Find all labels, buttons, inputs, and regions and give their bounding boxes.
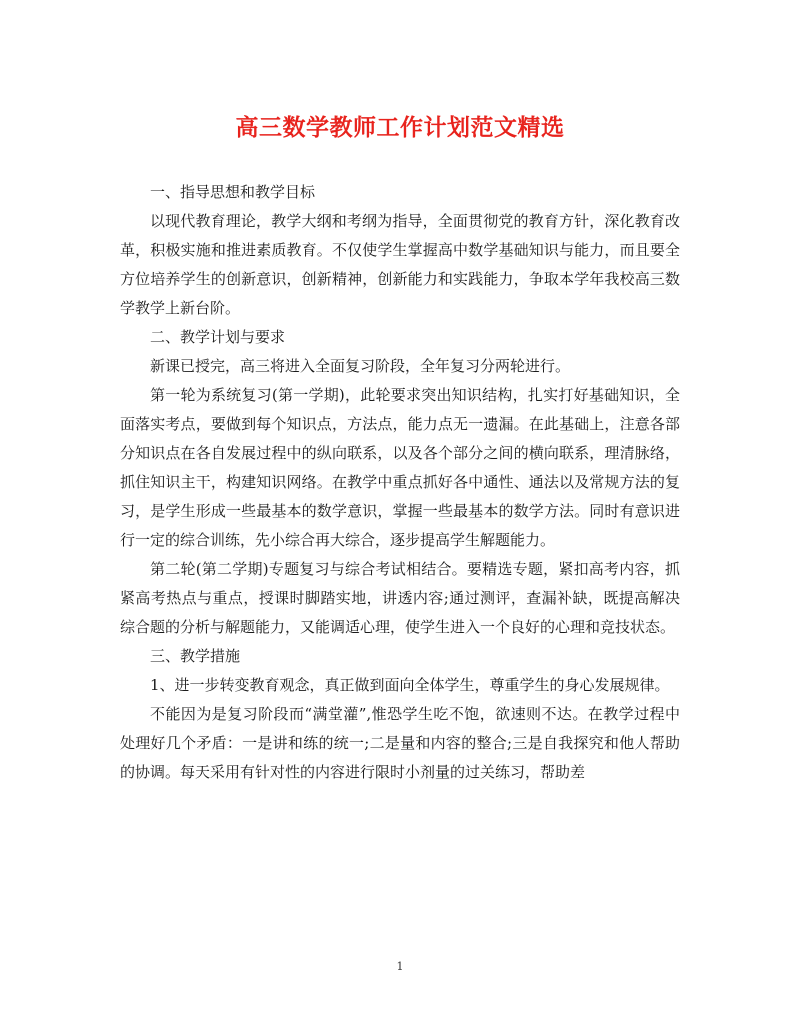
paragraph-second-round: 第二轮(第二学期)专题复习与综合考试相结合。要精选专题，紧扣高考内容，抓紧高考热点与重点，授课时脚踏实地，讲透内容;通过测评，查漏补缺，既提高解决综合题的分析与解题能力，又能调适心理，使学生进入一个良好的心理和竞技状态。 — [120, 560, 680, 636]
document-title: 高三数学教师工作计划范文精选 — [235, 114, 565, 141]
section-heading-3: 三、教学措施 — [150, 647, 241, 665]
paragraph-review-overview: 新课已授完，高三将进入全面复习阶段，全年复习分两轮进行。 — [150, 357, 571, 375]
section-heading-1: 一、指导思想和教学目标 — [150, 183, 316, 201]
section-heading-2: 二、教学计划与要求 — [150, 328, 286, 346]
document-body — [120, 178, 680, 787]
paragraph-first-round: 第一轮为系统复习(第一学期)，此轮要求突出知识结构，扎实打好基础知识，全面落实考点，要做到每个知识点，方法点，能力点无一遗漏。在此基础上，注意各部分知识点在各自发展过程中的纵向联系，以及各个部分之间的横向联系，理清脉络，抓住知识主干，构建知识网络。在教学中重点抓好各中通性、通法以及常规方法的复习，是学生形成一些最基本的数学意识，掌握一些最基本的数学方法。同时有意识进行一定的综合训练，先小综合再大综合，逐步提高学生解题能力。 — [120, 386, 680, 549]
paragraph-measure-1: 1、进一步转变教育观念，真正做到面向全体学生，尊重学生的身心发展规律。 — [150, 676, 670, 694]
paragraph-measure-detail: 不能因为是复习阶段而“满堂灌”,惟恐学生吃不饱，欲速则不达。在教学过程中处理好几个矛盾：一是讲和练的统一;二是量和内容的整合;三是自我探究和他人帮助的协调。每天采用有针对性的内容进行限时小剂量的过关练习，帮助差 — [120, 705, 680, 781]
page-number: 1 — [396, 960, 404, 973]
paragraph-guiding-ideology: 以现代教育理论，教学大纲和考纲为指导，全面贯彻党的教育方针，深化教育改革，积极实施和推进素质教育。不仅使学生掌握高中数学基础知识与能力，而且要全方位培养学生的创新意识，创新精神，创新能力和实践能力，争取本学年我校高三数学教学上新台阶。 — [120, 212, 680, 317]
